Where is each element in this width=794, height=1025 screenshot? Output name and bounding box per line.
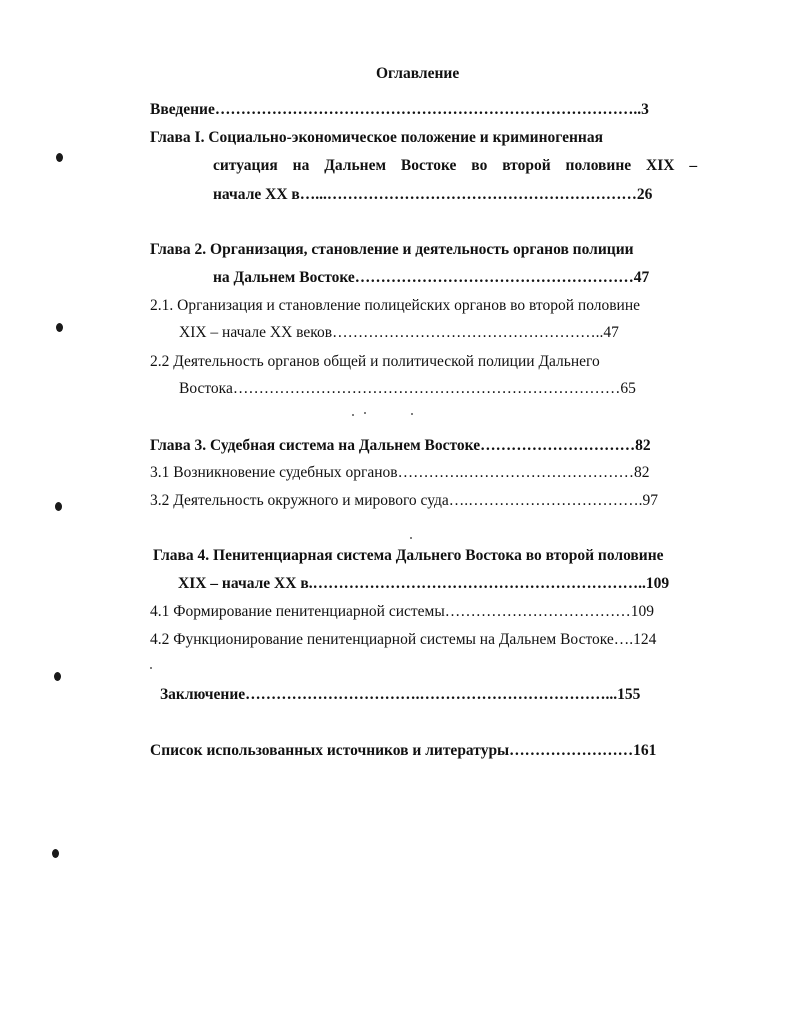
toc-heading: Оглавление <box>376 65 460 82</box>
toc-entry-chapter-4-line-2: XIX – начале XX в.………………………………………………………..109 <box>178 575 670 592</box>
toc-entry-chapter-2-line-2: на Дальнем Востоке………………………………………………47 <box>213 269 650 286</box>
scan-speck <box>410 537 412 539</box>
toc-entry-chapter-1-line-3: начале XX в…...……………………………………………………26 <box>213 186 653 203</box>
toc-entry-section-4-1: 4.1 Формирование пенитенциарной системы………………………………109 <box>150 603 655 620</box>
toc-entry-conclusion: Заключение…………………………….………………………………...155 <box>160 686 641 703</box>
toc-entry-chapter-1-line-2: ситуация на Дальнем Востоке во второй половине XIX – <box>213 157 698 174</box>
toc-entry-section-3-2: 3.2 Деятельность окружного и мирового суда….…………………………….97 <box>150 492 659 509</box>
toc-entry-section-3-1: 3.1 Возникновение судебных органов………….……………………………82 <box>150 464 650 481</box>
toc-entry-section-2-1-line-1: 2.1. Организация и становление полицейских органов во второй половине <box>150 297 641 314</box>
binder-hole-mark <box>55 502 62 511</box>
toc-entry-section-2-1-line-2: XIX – начале XX веков……………………………………………..47 <box>179 324 619 341</box>
toc-entry-bibliography: Список использованных источников и литературы……………………161 <box>150 742 657 759</box>
toc-entry-chapter-3: Глава 3. Судебная система на Дальнем Востоке…………………………82 <box>150 437 651 454</box>
toc-entry-chapter-2-line-1: Глава 2. Организация, становление и деятельность органов полиции <box>150 241 634 258</box>
binder-hole-mark <box>56 153 63 162</box>
toc-entry-section-4-2: 4.2 Функционирование пенитенциарной системы на Дальнем Востоке….124 <box>150 631 657 648</box>
toc-entry-section-2-2-line-1: 2.2 Деятельность органов общей и политической полиции Дальнего <box>150 353 600 370</box>
toc-entry-chapter-4-line-1: Глава 4. Пенитенциарная система Дальнего Востока во второй половине <box>153 547 664 564</box>
scan-speck <box>411 413 413 415</box>
toc-entry-section-2-2-line-2: Востока…………………………………………………………………65 <box>179 380 636 397</box>
scan-speck <box>364 412 366 414</box>
scan-speck <box>150 667 152 669</box>
toc-entry-introduction: Введение………………………………………………………………………..3 <box>150 101 649 118</box>
binder-hole-mark <box>56 323 63 332</box>
binder-hole-mark <box>54 672 61 681</box>
binder-hole-mark <box>52 849 59 858</box>
toc-entry-chapter-1-line-1: Глава I. Социально-экономическое положение и криминогенная <box>150 129 603 146</box>
scan-speck <box>352 414 354 416</box>
